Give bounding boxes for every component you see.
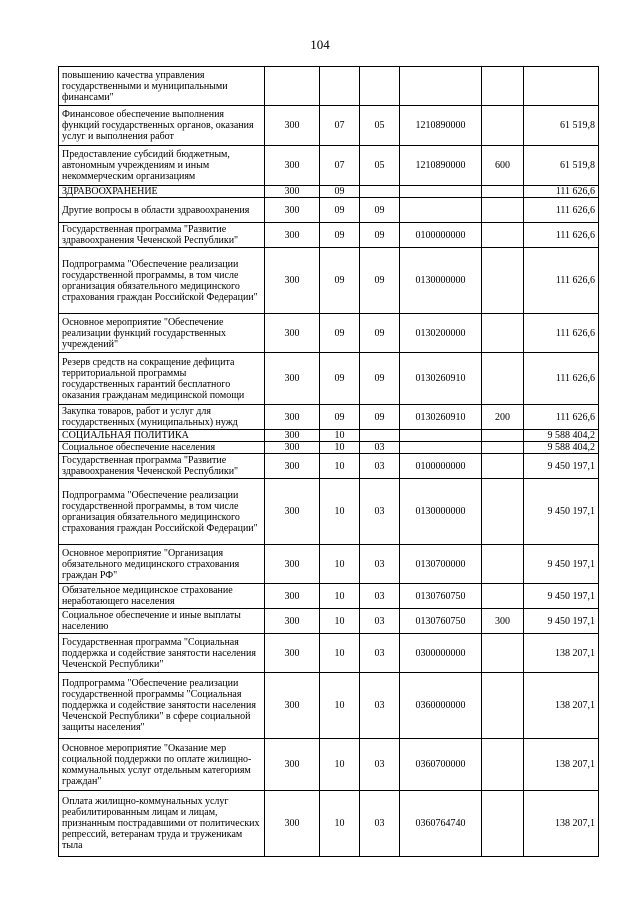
- row-pr-cell: 03: [360, 791, 400, 857]
- row-vr-cell: [482, 634, 524, 673]
- row-rz-cell: 09: [320, 198, 360, 223]
- row-rz-cell: 09: [320, 186, 360, 198]
- row-csr-cell: 0100000000: [400, 454, 482, 479]
- row-gr-cell: 300: [265, 146, 320, 186]
- row-name-cell: Основное мероприятие "Организация обязательного медицинского страхования граждан РФ": [59, 545, 265, 584]
- row-sum-cell: [524, 67, 599, 106]
- table-body: [59, 67, 599, 857]
- row-gr-cell: 300: [265, 198, 320, 223]
- row-rz-cell: 10: [320, 454, 360, 479]
- row-pr-cell: 05: [360, 106, 400, 146]
- row-name-cell: Социальное обеспечение и иные выплаты населению: [59, 609, 265, 634]
- row-name-cell: Государственная программа "Развитие здравоохранения Чеченской Республики": [59, 223, 265, 248]
- row-gr-cell: 300: [265, 314, 320, 353]
- table-row: [59, 609, 599, 634]
- row-csr-cell: 0130700000: [400, 545, 482, 584]
- row-rz-cell: 09: [320, 405, 360, 430]
- row-rz-cell: 10: [320, 584, 360, 609]
- row-name-cell: Финансовое обеспечение выполнения функций государственных органов, оказания услуг и выполнения работ: [59, 106, 265, 146]
- row-vr-cell: [482, 186, 524, 198]
- row-name-cell: Предоставление субсидий бюджетным, автономным учреждениям и иным некоммерческим организациям: [59, 146, 265, 186]
- table-row: [59, 106, 599, 146]
- row-name-cell: повышению качества управления государственными и муниципальными финансами": [59, 67, 265, 106]
- row-gr-cell: 300: [265, 442, 320, 454]
- table-row: [59, 353, 599, 405]
- row-gr-cell: 300: [265, 430, 320, 442]
- row-gr-cell: 300: [265, 673, 320, 739]
- row-sum-cell: 9 450 197,1: [524, 454, 599, 479]
- row-gr-cell: 300: [265, 479, 320, 545]
- row-pr-cell: [360, 186, 400, 198]
- row-name-cell: Закупка товаров, работ и услуг для государственных (муниципальных) нужд: [59, 405, 265, 430]
- row-sum-cell: 111 626,6: [524, 248, 599, 314]
- row-vr-cell: 300: [482, 609, 524, 634]
- row-pr-cell: 09: [360, 353, 400, 405]
- row-csr-cell: 1210890000: [400, 106, 482, 146]
- row-name-cell: Социальное обеспечение населения: [59, 442, 265, 454]
- row-pr-cell: 09: [360, 314, 400, 353]
- table-row: [59, 146, 599, 186]
- row-gr-cell: 300: [265, 106, 320, 146]
- row-sum-cell: 9 450 197,1: [524, 584, 599, 609]
- table-row: [59, 791, 599, 857]
- table-row: [59, 405, 599, 430]
- table-row: [59, 67, 599, 106]
- row-pr-cell: 03: [360, 442, 400, 454]
- row-gr-cell: 300: [265, 739, 320, 791]
- row-pr-cell: [360, 67, 400, 106]
- table-row: [59, 673, 599, 739]
- row-vr-cell: [482, 248, 524, 314]
- row-vr-cell: [482, 430, 524, 442]
- row-gr-cell: 300: [265, 791, 320, 857]
- row-csr-cell: [400, 198, 482, 223]
- row-sum-cell: 138 207,1: [524, 739, 599, 791]
- row-csr-cell: 1210890000: [400, 146, 482, 186]
- budget-table: [58, 66, 599, 857]
- row-vr-cell: [482, 673, 524, 739]
- row-csr-cell: 0130200000: [400, 314, 482, 353]
- row-sum-cell: 138 207,1: [524, 673, 599, 739]
- row-csr-cell: 0360000000: [400, 673, 482, 739]
- row-vr-cell: [482, 739, 524, 791]
- row-pr-cell: 03: [360, 479, 400, 545]
- row-pr-cell: 03: [360, 584, 400, 609]
- row-rz-cell: 10: [320, 634, 360, 673]
- row-sum-cell: 9 588 404,2: [524, 430, 599, 442]
- row-sum-cell: 9 450 197,1: [524, 545, 599, 584]
- table-row: [59, 634, 599, 673]
- row-rz-cell: 10: [320, 442, 360, 454]
- row-pr-cell: 03: [360, 634, 400, 673]
- row-csr-cell: [400, 67, 482, 106]
- row-gr-cell: 300: [265, 545, 320, 584]
- row-sum-cell: 111 626,6: [524, 314, 599, 353]
- row-vr-cell: [482, 67, 524, 106]
- table-row: [59, 739, 599, 791]
- page-number: 104: [310, 37, 330, 52]
- row-name-cell: Подпрограмма "Обеспечение реализации государственной программы, в том числе организация обязательного медицинского страхования граждан Российской Федерации": [59, 248, 265, 314]
- row-csr-cell: 0130000000: [400, 248, 482, 314]
- table-row: [59, 198, 599, 223]
- row-sum-cell: 111 626,6: [524, 198, 599, 223]
- row-name-cell: Оплата жилищно-коммунальных услуг реабилитированным лицам и лицам, признанным пострадавшими от политических репрессий, ветеранам труда и труженикам тыла: [59, 791, 265, 857]
- row-gr-cell: 300: [265, 223, 320, 248]
- row-rz-cell: 09: [320, 248, 360, 314]
- row-sum-cell: 61 519,8: [524, 106, 599, 146]
- row-vr-cell: [482, 106, 524, 146]
- row-pr-cell: 03: [360, 545, 400, 584]
- row-sum-cell: 111 626,6: [524, 405, 599, 430]
- row-rz-cell: 07: [320, 106, 360, 146]
- row-sum-cell: 9 450 197,1: [524, 609, 599, 634]
- row-gr-cell: 300: [265, 609, 320, 634]
- row-rz-cell: [320, 67, 360, 106]
- row-pr-cell: 03: [360, 609, 400, 634]
- row-sum-cell: 138 207,1: [524, 791, 599, 857]
- row-vr-cell: [482, 223, 524, 248]
- row-rz-cell: 10: [320, 430, 360, 442]
- row-csr-cell: 0130760750: [400, 609, 482, 634]
- row-name-cell: Государственная программа "Развитие здравоохранения Чеченской Республики": [59, 454, 265, 479]
- row-rz-cell: 10: [320, 545, 360, 584]
- table-row: [59, 314, 599, 353]
- table-row: [59, 479, 599, 545]
- row-csr-cell: 0130000000: [400, 479, 482, 545]
- row-name-cell: Другие вопросы в области здравоохранения: [59, 198, 265, 223]
- row-pr-cell: 03: [360, 673, 400, 739]
- row-vr-cell: 600: [482, 146, 524, 186]
- row-vr-cell: [482, 791, 524, 857]
- row-gr-cell: 300: [265, 634, 320, 673]
- row-name-cell: Подпрограмма "Обеспечение реализации государственной программы, в том числе организация обязательного медицинского страхования граждан Российской Федерации": [59, 479, 265, 545]
- row-vr-cell: [482, 584, 524, 609]
- row-sum-cell: 111 626,6: [524, 186, 599, 198]
- row-sum-cell: 9 450 197,1: [524, 479, 599, 545]
- row-pr-cell: 05: [360, 146, 400, 186]
- row-pr-cell: 09: [360, 248, 400, 314]
- row-name-cell: Резерв средств на сокращение дефицита территориальной программы государственных гарантий бесплатного оказания гражданам медицинской помощи: [59, 353, 265, 405]
- row-sum-cell: 9 588 404,2: [524, 442, 599, 454]
- row-rz-cell: 09: [320, 314, 360, 353]
- row-vr-cell: [482, 314, 524, 353]
- table-row: [59, 442, 599, 454]
- row-pr-cell: 09: [360, 223, 400, 248]
- table-row: [59, 584, 599, 609]
- row-rz-cell: 07: [320, 146, 360, 186]
- row-gr-cell: 300: [265, 353, 320, 405]
- row-gr-cell: 300: [265, 248, 320, 314]
- table-row: [59, 223, 599, 248]
- row-sum-cell: 111 626,6: [524, 223, 599, 248]
- table-row: [59, 454, 599, 479]
- row-sum-cell: 138 207,1: [524, 634, 599, 673]
- row-sum-cell: 61 519,8: [524, 146, 599, 186]
- table-row: [59, 430, 599, 442]
- row-csr-cell: [400, 430, 482, 442]
- table-row: [59, 186, 599, 198]
- row-vr-cell: [482, 353, 524, 405]
- row-csr-cell: 0100000000: [400, 223, 482, 248]
- row-vr-cell: [482, 479, 524, 545]
- row-vr-cell: [482, 545, 524, 584]
- row-gr-cell: 300: [265, 454, 320, 479]
- row-name-cell: Основное мероприятие "Обеспечение реализации функций государственных учреждений": [59, 314, 265, 353]
- row-vr-cell: [482, 454, 524, 479]
- row-sum-cell: 111 626,6: [524, 353, 599, 405]
- row-pr-cell: 09: [360, 198, 400, 223]
- row-gr-cell: [265, 67, 320, 106]
- row-pr-cell: 09: [360, 405, 400, 430]
- table-row: [59, 545, 599, 584]
- row-rz-cell: 09: [320, 223, 360, 248]
- row-csr-cell: 0360700000: [400, 739, 482, 791]
- row-rz-cell: 10: [320, 791, 360, 857]
- row-rz-cell: 10: [320, 739, 360, 791]
- row-name-cell: Основное мероприятие "Оказание мер социальной поддержки по оплате жилищно-коммунальных услуг отдельным категориям граждан": [59, 739, 265, 791]
- row-gr-cell: 300: [265, 584, 320, 609]
- row-vr-cell: 200: [482, 405, 524, 430]
- row-vr-cell: [482, 198, 524, 223]
- row-csr-cell: [400, 442, 482, 454]
- row-csr-cell: 0130760750: [400, 584, 482, 609]
- row-gr-cell: 300: [265, 186, 320, 198]
- row-rz-cell: 10: [320, 673, 360, 739]
- row-name-cell: Обязательное медицинское страхование неработающего населения: [59, 584, 265, 609]
- row-pr-cell: [360, 430, 400, 442]
- row-csr-cell: 0300000000: [400, 634, 482, 673]
- row-gr-cell: 300: [265, 405, 320, 430]
- row-csr-cell: 0360764740: [400, 791, 482, 857]
- row-csr-cell: [400, 186, 482, 198]
- row-name-cell: ЗДРАВООХРАНЕНИЕ: [59, 186, 265, 198]
- row-name-cell: СОЦИАЛЬНАЯ ПОЛИТИКА: [59, 430, 265, 442]
- row-rz-cell: 10: [320, 479, 360, 545]
- row-name-cell: Государственная программа "Социальная поддержка и содействие занятости населения Чеченской Республики": [59, 634, 265, 673]
- row-rz-cell: 10: [320, 609, 360, 634]
- row-csr-cell: 0130260910: [400, 353, 482, 405]
- row-pr-cell: 03: [360, 454, 400, 479]
- row-pr-cell: 03: [360, 739, 400, 791]
- row-vr-cell: [482, 442, 524, 454]
- row-rz-cell: 09: [320, 353, 360, 405]
- table-row: [59, 248, 599, 314]
- row-name-cell: Подпрограмма "Обеспечение реализации государственной программы "Социальная поддержка и содействие занятости населения Чеченской Республики" в сфере социальной защиты населения": [59, 673, 265, 739]
- row-csr-cell: 0130260910: [400, 405, 482, 430]
